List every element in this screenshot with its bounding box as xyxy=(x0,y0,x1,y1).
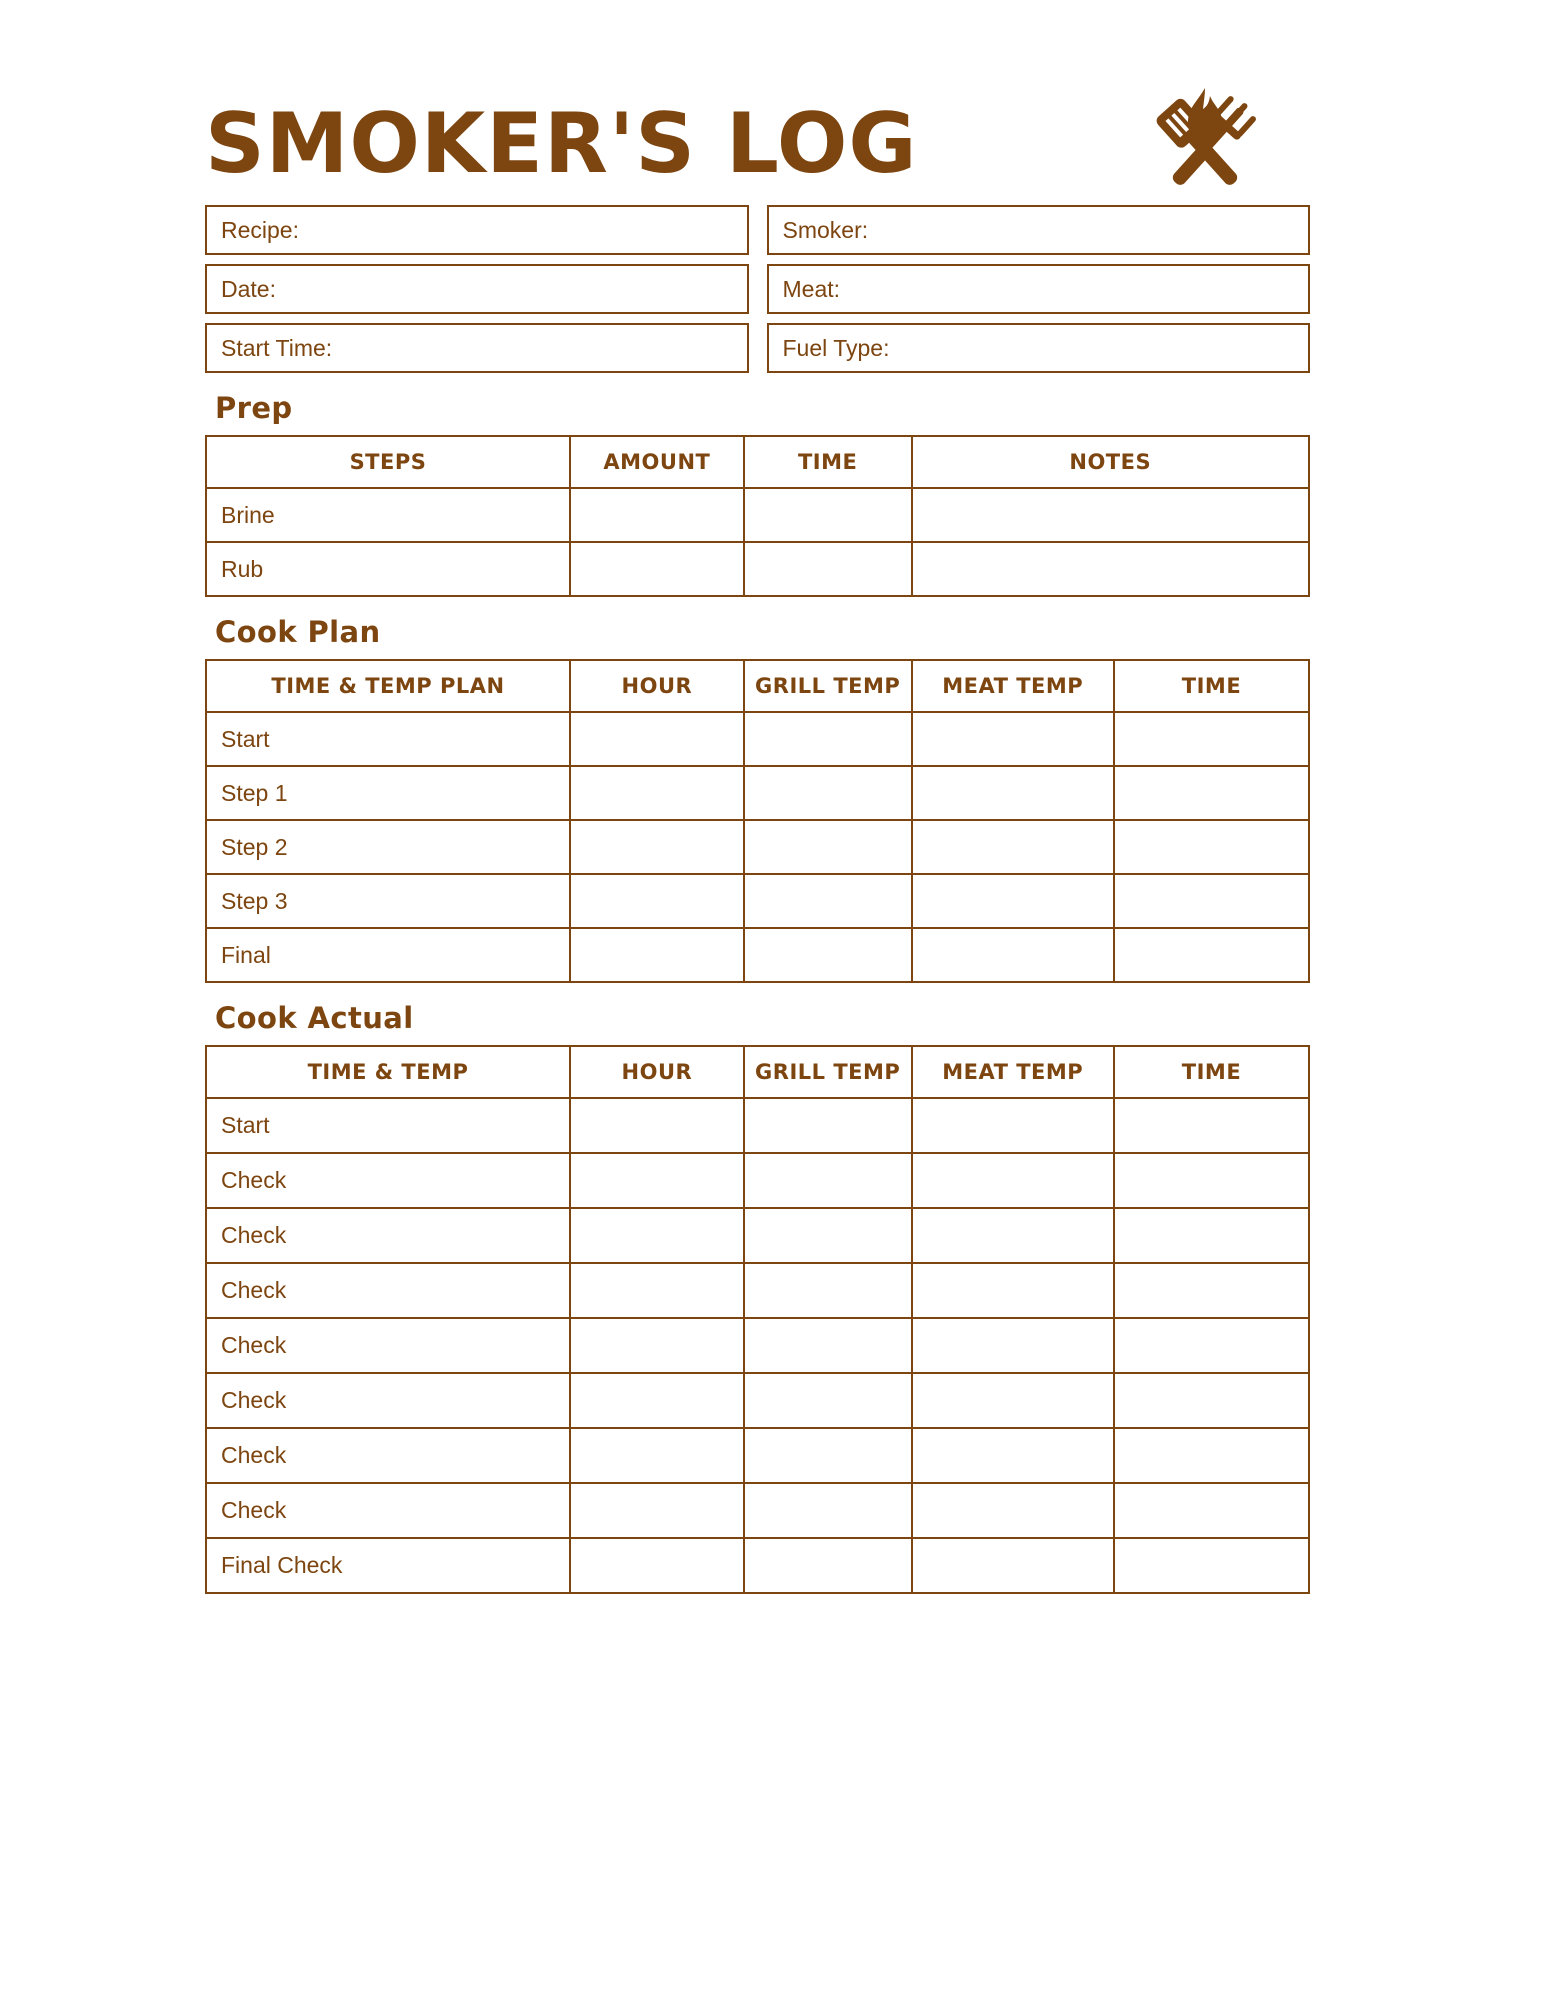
cell-hour[interactable] xyxy=(570,712,744,766)
cell-time[interactable] xyxy=(1114,1098,1309,1153)
column-header-hour: HOUR xyxy=(570,1046,744,1098)
row-label-brine: Brine xyxy=(206,488,570,542)
row-label-check-7: Check xyxy=(206,1483,570,1538)
section-heading-prep: Prep xyxy=(215,391,293,425)
cell-meat-temp[interactable] xyxy=(912,1153,1114,1208)
cell-time[interactable] xyxy=(1114,1483,1309,1538)
row-label-check-3: Check xyxy=(206,1263,570,1318)
field-meat[interactable]: Meat: xyxy=(767,264,1311,314)
column-header-grill-temp: GRILL TEMP xyxy=(744,1046,912,1098)
row-label-check-2: Check xyxy=(206,1208,570,1263)
cell-hour[interactable] xyxy=(570,820,744,874)
column-header-notes: NOTES xyxy=(912,436,1310,488)
cell-grill-temp[interactable] xyxy=(744,874,912,928)
row-label-step-1: Step 1 xyxy=(206,766,570,820)
field-start-time[interactable]: Start Time: xyxy=(205,323,749,373)
cell-time[interactable] xyxy=(1114,1318,1309,1373)
row-label-start: Start xyxy=(206,712,570,766)
column-header-meat-temp: MEAT TEMP xyxy=(912,660,1114,712)
row-label-final: Final xyxy=(206,928,570,982)
prep-table xyxy=(205,435,1310,597)
cell-meat-temp[interactable] xyxy=(912,928,1114,982)
section-heading-cook-actual: Cook Actual xyxy=(215,1001,414,1035)
cell-time[interactable] xyxy=(1114,712,1309,766)
page-title: SMOKER'S LOG xyxy=(205,94,918,192)
cell-grill-temp[interactable] xyxy=(744,820,912,874)
cell-grill-temp[interactable] xyxy=(744,712,912,766)
column-header-time: TIME xyxy=(744,436,912,488)
cook-actual-table xyxy=(205,1045,1310,1594)
table-row xyxy=(206,1373,1309,1428)
row-label-check-4: Check xyxy=(206,1318,570,1373)
table-row xyxy=(206,1483,1309,1538)
cell-hour[interactable] xyxy=(570,1483,744,1538)
field-recipe[interactable]: Recipe: xyxy=(205,205,749,255)
cell-meat-temp[interactable] xyxy=(912,1318,1114,1373)
cell-meat-temp[interactable] xyxy=(912,1263,1114,1318)
page-content xyxy=(205,95,1310,1594)
info-column-left xyxy=(205,205,749,373)
cell-grill-temp[interactable] xyxy=(744,928,912,982)
table-row xyxy=(206,1208,1309,1263)
cell-time[interactable] xyxy=(1114,820,1309,874)
cell-grill-temp[interactable] xyxy=(744,1098,912,1153)
table-row xyxy=(206,712,1309,766)
row-label-step-3: Step 3 xyxy=(206,874,570,928)
row-label-step-2: Step 2 xyxy=(206,820,570,874)
cell-grill-temp[interactable] xyxy=(744,1153,912,1208)
column-header-time-temp-plan: TIME & TEMP PLAN xyxy=(206,660,570,712)
cell-meat-temp[interactable] xyxy=(912,1538,1114,1593)
table-row xyxy=(206,488,1309,542)
cell-meat-temp[interactable] xyxy=(912,1428,1114,1483)
field-fuel-type[interactable]: Fuel Type: xyxy=(767,323,1311,373)
page-header xyxy=(205,95,1310,191)
fire-fork-spatula-icon xyxy=(1140,88,1270,198)
table-row xyxy=(206,1153,1309,1208)
table-header-row xyxy=(206,660,1309,712)
row-label-check-1: Check xyxy=(206,1153,570,1208)
cell-grill-temp[interactable] xyxy=(744,1208,912,1263)
cell-meat-temp[interactable] xyxy=(912,1483,1114,1538)
table-row xyxy=(206,1428,1309,1483)
cell-time[interactable] xyxy=(1114,1153,1309,1208)
cell-meat-temp[interactable] xyxy=(912,766,1114,820)
cell-meat-temp[interactable] xyxy=(912,712,1114,766)
cell-brine-amount[interactable] xyxy=(570,488,744,542)
column-header-time-temp: TIME & TEMP xyxy=(206,1046,570,1098)
column-header-hour: HOUR xyxy=(570,660,744,712)
cell-time[interactable] xyxy=(1114,1208,1309,1263)
cell-time[interactable] xyxy=(1114,1428,1309,1483)
cell-hour[interactable] xyxy=(570,928,744,982)
cell-grill-temp[interactable] xyxy=(744,1373,912,1428)
table-header-row xyxy=(206,436,1309,488)
cell-time[interactable] xyxy=(1114,1538,1309,1593)
table-row xyxy=(206,542,1309,596)
row-label-start: Start xyxy=(206,1098,570,1153)
cell-meat-temp[interactable] xyxy=(912,820,1114,874)
cell-rub-amount[interactable] xyxy=(570,542,744,596)
cell-grill-temp[interactable] xyxy=(744,1318,912,1373)
column-header-meat-temp: MEAT TEMP xyxy=(912,1046,1114,1098)
cell-hour[interactable] xyxy=(570,1098,744,1153)
cell-brine-notes[interactable] xyxy=(912,488,1310,542)
table-row xyxy=(206,820,1309,874)
column-header-steps: STEPS xyxy=(206,436,570,488)
column-header-time: TIME xyxy=(1114,1046,1309,1098)
section-heading-cook-plan: Cook Plan xyxy=(215,615,381,649)
cell-grill-temp[interactable] xyxy=(744,766,912,820)
info-fields xyxy=(205,205,1310,373)
cell-hour[interactable] xyxy=(570,1263,744,1318)
cell-time[interactable] xyxy=(1114,766,1309,820)
field-date[interactable]: Date: xyxy=(205,264,749,314)
column-header-grill-temp: GRILL TEMP xyxy=(744,660,912,712)
table-row xyxy=(206,1318,1309,1373)
cell-hour[interactable] xyxy=(570,1153,744,1208)
cell-meat-temp[interactable] xyxy=(912,1098,1114,1153)
cell-grill-temp[interactable] xyxy=(744,1483,912,1538)
cell-time[interactable] xyxy=(1114,928,1309,982)
table-row xyxy=(206,874,1309,928)
cell-hour[interactable] xyxy=(570,1208,744,1263)
table-row xyxy=(206,1263,1309,1318)
cell-hour[interactable] xyxy=(570,1538,744,1593)
info-column-right xyxy=(767,205,1311,373)
cell-grill-temp[interactable] xyxy=(744,1428,912,1483)
cell-meat-temp[interactable] xyxy=(912,1208,1114,1263)
row-label-check-6: Check xyxy=(206,1428,570,1483)
cell-hour[interactable] xyxy=(570,1428,744,1483)
row-label-final-check: Final Check xyxy=(206,1538,570,1593)
cell-brine-time[interactable] xyxy=(744,488,912,542)
table-row xyxy=(206,928,1309,982)
cell-grill-temp[interactable] xyxy=(744,1538,912,1593)
row-label-rub: Rub xyxy=(206,542,570,596)
cell-meat-temp[interactable] xyxy=(912,1373,1114,1428)
cell-time[interactable] xyxy=(1114,874,1309,928)
field-smoker[interactable]: Smoker: xyxy=(767,205,1311,255)
table-row xyxy=(206,766,1309,820)
table-header-row xyxy=(206,1046,1309,1098)
column-header-time: TIME xyxy=(1114,660,1309,712)
cell-hour[interactable] xyxy=(570,1373,744,1428)
cell-time[interactable] xyxy=(1114,1263,1309,1318)
cell-rub-notes[interactable] xyxy=(912,542,1310,596)
column-header-amount: AMOUNT xyxy=(570,436,744,488)
table-row xyxy=(206,1098,1309,1153)
cell-hour[interactable] xyxy=(570,766,744,820)
cell-rub-time[interactable] xyxy=(744,542,912,596)
cell-hour[interactable] xyxy=(570,874,744,928)
cook-plan-table xyxy=(205,659,1310,983)
table-row xyxy=(206,1538,1309,1593)
row-label-check-5: Check xyxy=(206,1373,570,1428)
cell-time[interactable] xyxy=(1114,1373,1309,1428)
cell-meat-temp[interactable] xyxy=(912,874,1114,928)
cell-hour[interactable] xyxy=(570,1318,744,1373)
cell-grill-temp[interactable] xyxy=(744,1263,912,1318)
